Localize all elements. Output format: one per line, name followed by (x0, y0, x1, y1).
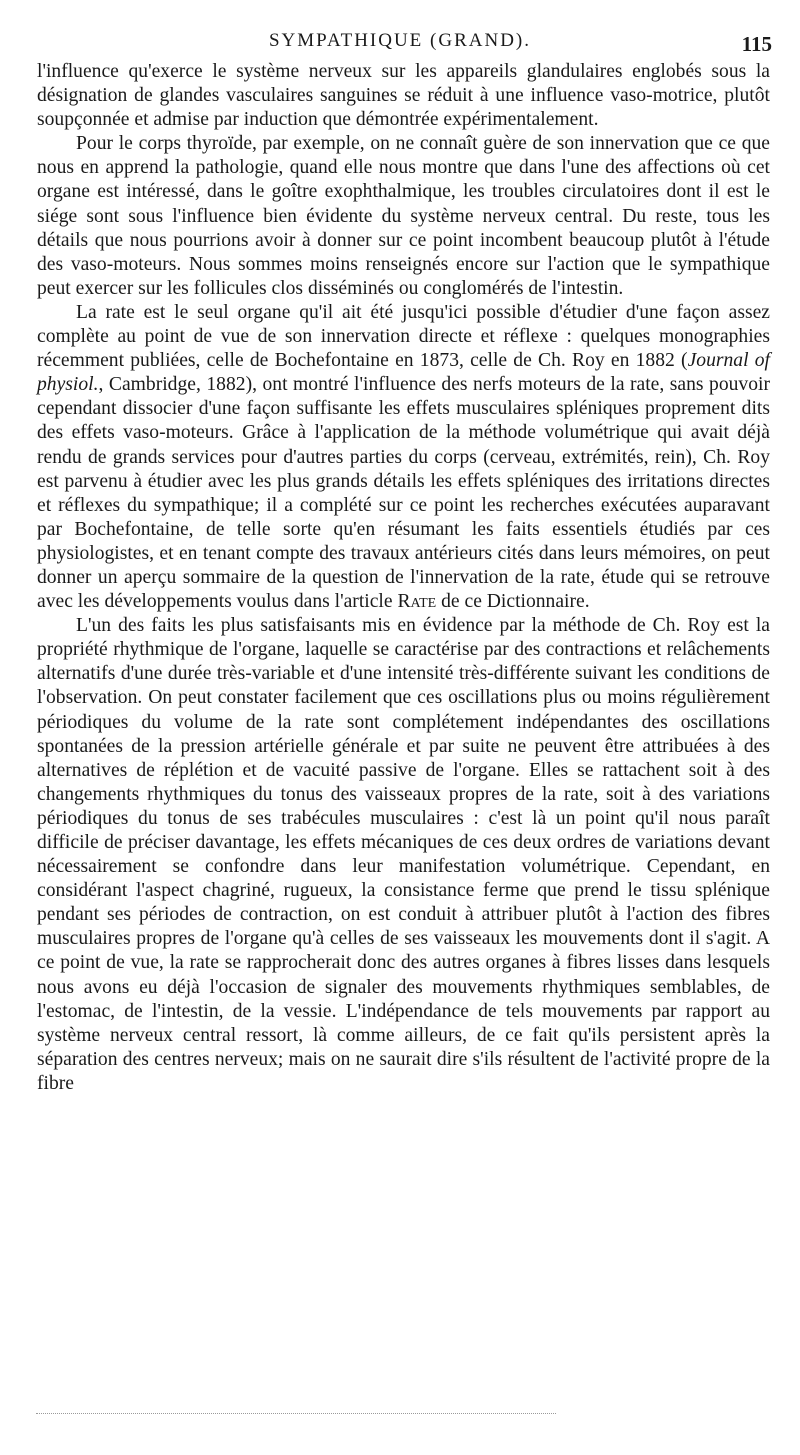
body-text (37, 60, 770, 1096)
footer-scan-marks (36, 1413, 556, 1414)
text-run: de ce Dictionnaire. (436, 591, 590, 613)
article-reference: Rate (397, 591, 437, 613)
page-number: 115 (741, 32, 772, 56)
paragraph-thyroid: Pour le corps thyroïde, par exemple, on ne connaît guère de son innervation que ce que nous en apprend la pathologie, quand elle nous montre que dans l'une des affections où cet organe est intéressé, dans le goître exophthalmique, les troubles circulatoires dont il est le siége sont sous l'influence bien évidente du système nerveux central. Du reste, tous les détails que nous pourrions avoir à donner sur ce point incombent beaucoup plutôt à l'étude des vaso-moteurs. Nous sommes moins renseignés encore sur l'action que le sympathique peut exercer sur les follicules clos disséminés ou conglomérés de l'intestin. (37, 133, 770, 299)
text-run: , Cambridge, 1882), ont montré l'influence des nerfs moteurs de la rate, sans pouvoir cependant dissocier d'une façon suffisante les effets musculaires spléniques proprement dits des effets vaso-moteurs. Grâce à l'application de la méthode volumétrique qui avait déjà rendu de grands services pour d'autres parties du corps (cerveau, extrémités, rein), Ch. Roy est parvenu à étudier avec les plus grands détails les effets spléniques des irritations directes et réflexes du sympathique; il a complété sur ce point les recherches exécutées auparavant par Bochefontaine, de telle sorte qu'en résumant les faits essentiels étudiés par ces physiologistes, et en tenant compte des travaux antérieurs cités dans leurs mémoires, on peut donner un aperçu sommaire de la question de l'innervation de la rate, étude qui se retrouve avec les développements voulus dans l'article (37, 374, 770, 613)
text-run: La rate est le seul organe qu'il ait été jusqu'ici possible d'étudier d'une façon assez complète au point de vue de son innervation directe et réflexe : quelques monographies récemment publiées, celle de Bochefontaine en 1873, celle de Ch. Roy en 1882 ( (37, 301, 770, 372)
running-title: SYMPATHIQUE (GRAND). (268, 30, 532, 51)
paragraph-continuation: l'influence qu'exerce le système nerveux sur les appareils glandulaires englobés sous la désignation de glandes vasculaires sanguines se réduit à une influence vaso-motrice, plutôt soupçonnée et admise par induction que démontrée expérimentalement. (37, 61, 770, 131)
journal-citation: Journal of physiol. (37, 350, 770, 396)
running-header (0, 30, 800, 56)
paragraph-rhythmic-property: L'un des faits les plus satisfaisants mis en évidence par la méthode de Ch. Roy est la propriété rhythmique de l'organe, laquelle se caractérise par des contractions et relâchements alternatifs d'une durée très-variable et d'une intensité très-différente suivant les conditions de l'observation. On peut constater facilement que ces oscillations plus ou moins régulièrement périodiques du volume de la rate sont complétement indépendantes des oscillations spontanées de la pression artérielle générale et par suite ne peuvent être attribuées à des alternatives de réplétion et de vacuité passive de l'organe. Elles se rattachent soit à des changements rhythmiques du tonus des vaisseaux propres de la rate, soit à des variations périodiques du tonus de ses trabécules musculaires : c'est là un point qu'il nous paraît difficile de préciser davantage, les effets mécaniques de ces deux ordres de variations devant nécessairement se confondre dans leur manifestation volumétrique. Cependant, en considérant l'aspect chagriné, rugueux, la consistance ferme que prend le tissu splénique pendant ses périodes de contraction, on est conduit à attribuer plutôt à l'action des fibres musculaires propres de l'organe qu'à celles de ses vaisseaux les mouvements dont il s'agit. A ce point de vue, la rate se rapprocherait donc des autres organes à fibres lisses dans lesquels nous avons eu déjà l'occasion de signaler des mouvements rhythmiques semblables, de l'estomac, de l'intestin, de la vessie. L'indépendance de tels mouvements par rapport au système nerveux central ressort, là comme ailleurs, de ce fait qu'ils persistent après la séparation des centres nerveux; mais on ne saurait dire s'ils résultent de l'activité propre de la fibre (37, 615, 770, 1094)
paragraph-spleen-innervation (37, 301, 770, 614)
